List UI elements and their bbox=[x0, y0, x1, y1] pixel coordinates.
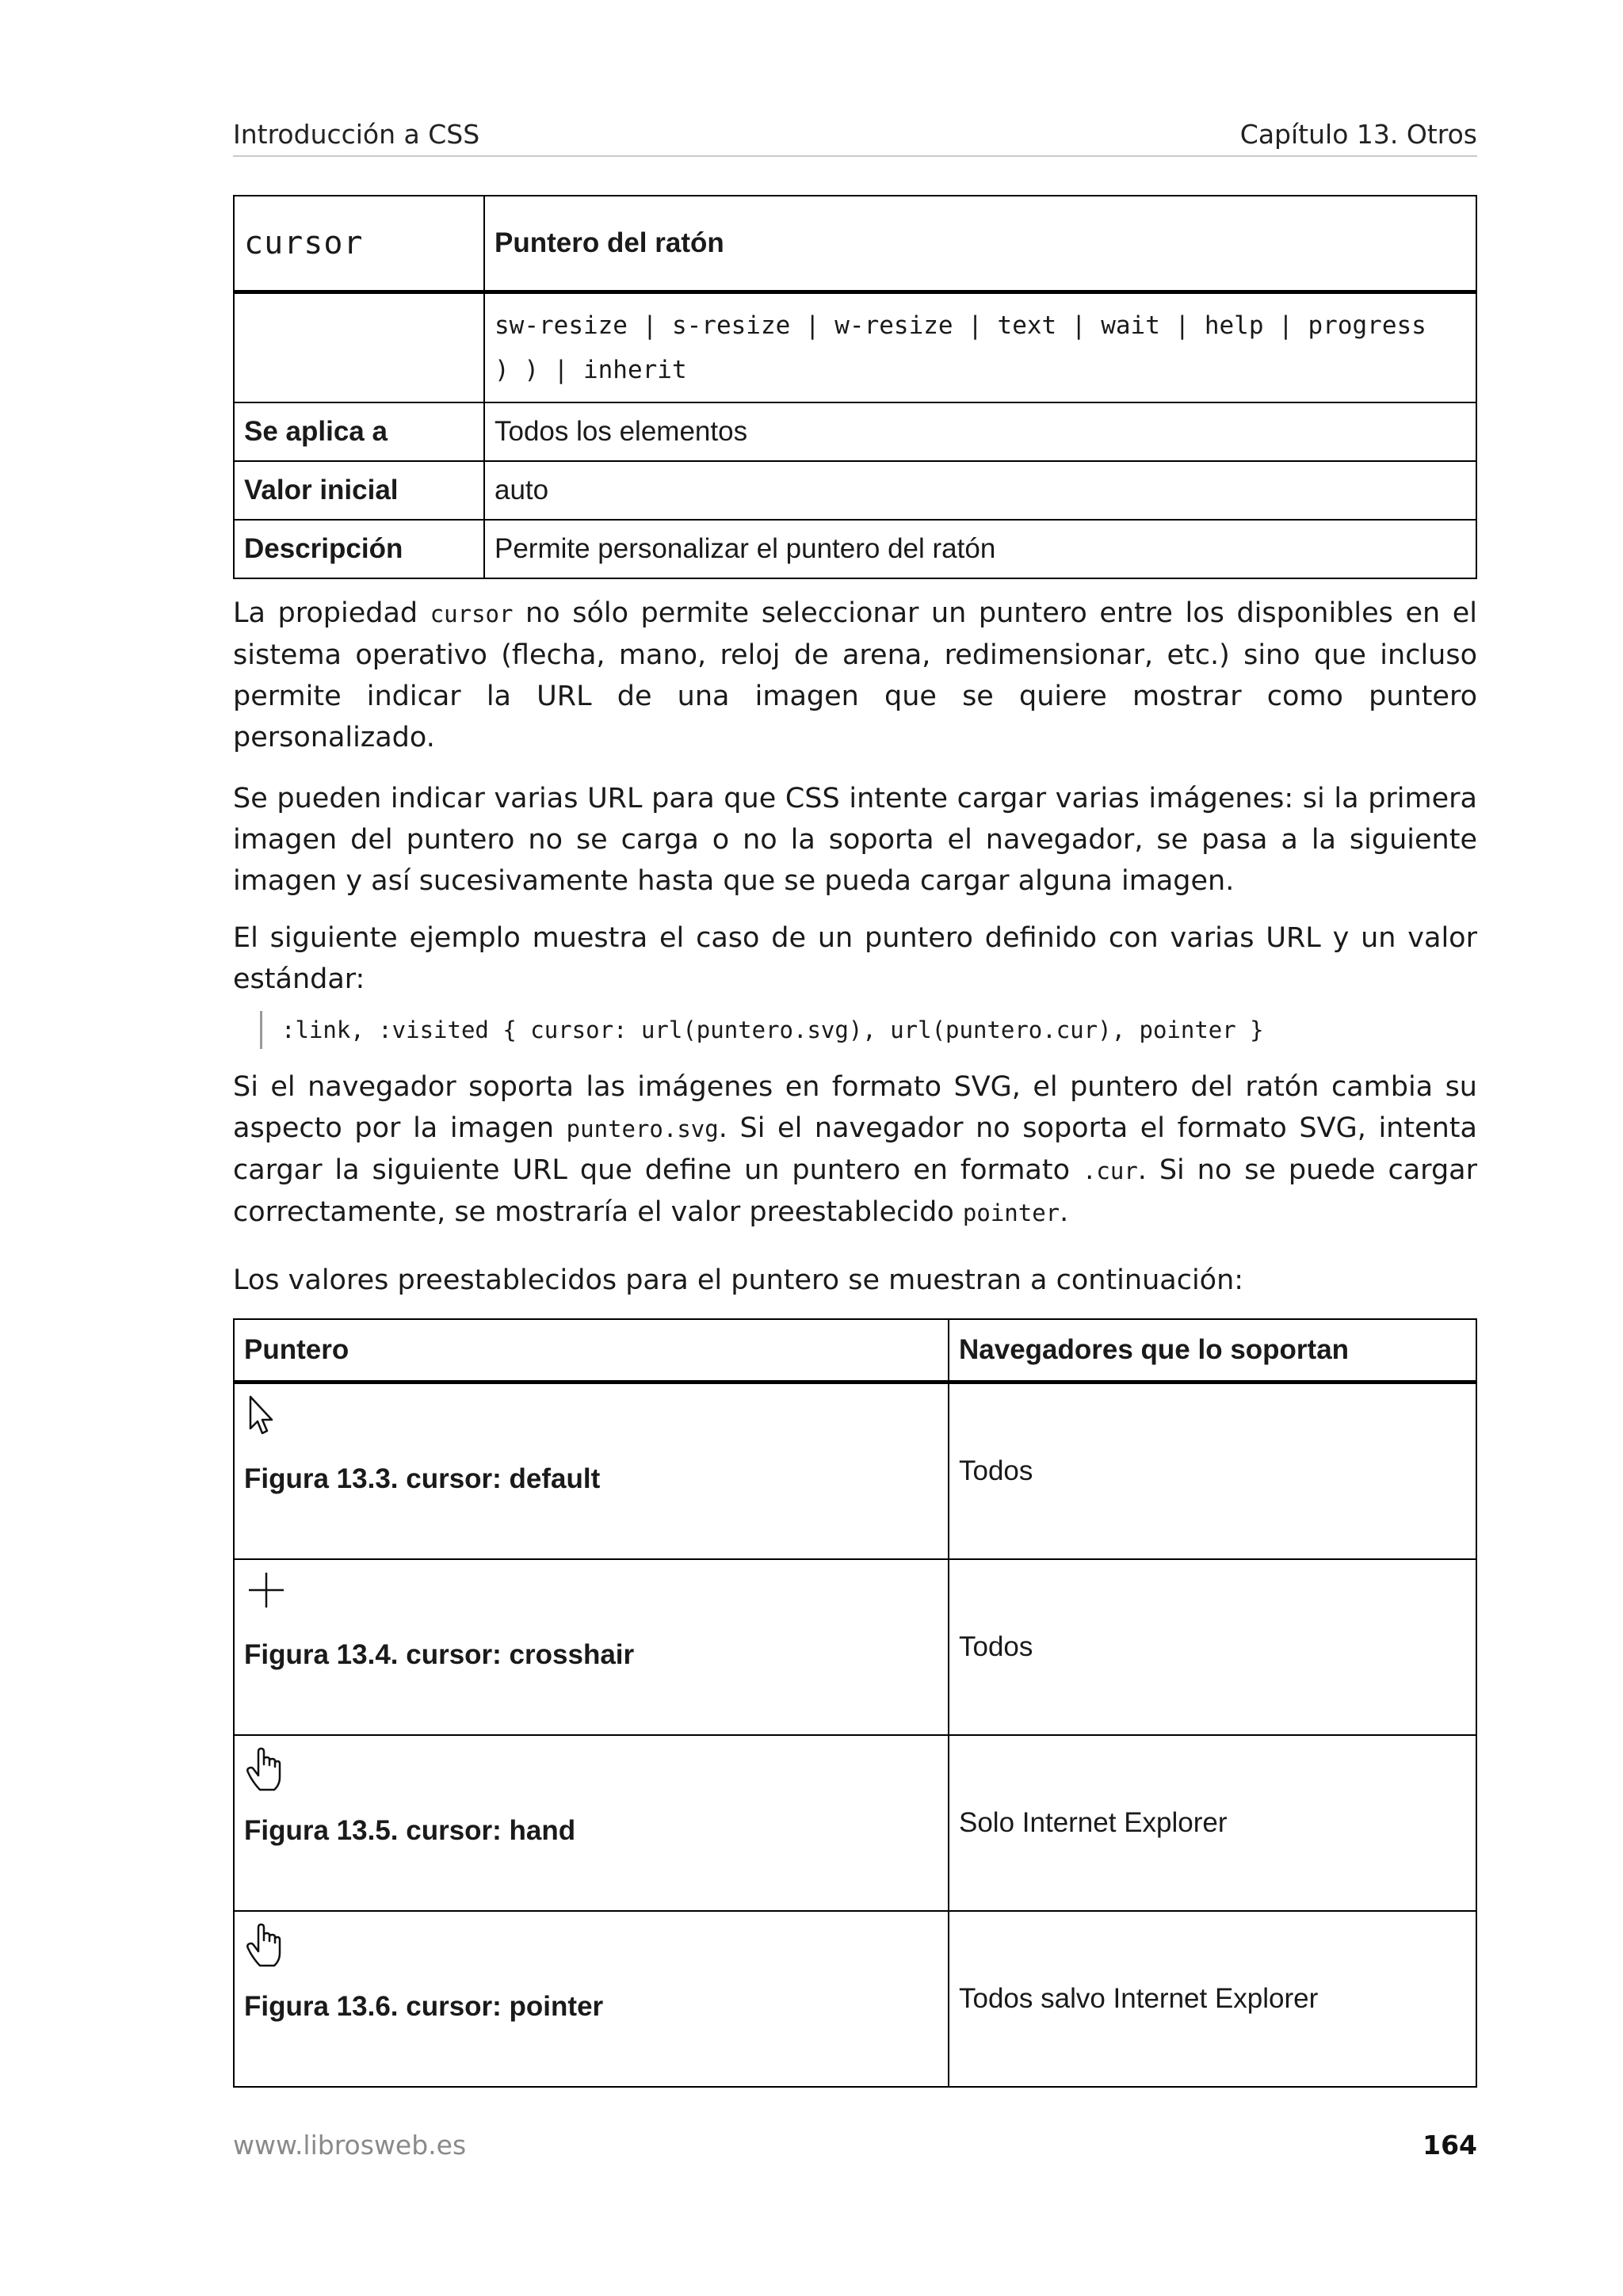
arrow-cursor-icon bbox=[244, 1394, 938, 1444]
figure-caption: Figura 13.6. cursor: pointer bbox=[244, 1991, 604, 2022]
property-name-cell bbox=[234, 196, 484, 292]
property-table bbox=[233, 195, 1477, 579]
paragraph-4-text-a: Si el navegador soporta las imágenes en formato SVG, el puntero del ratón cambia su aspecto por la imagen bbox=[233, 1071, 1477, 1144]
browser-support: Todos bbox=[959, 1455, 1033, 1486]
table-row bbox=[234, 1911, 1476, 2087]
cursor-values-table bbox=[233, 1318, 1477, 2088]
property-name: cursor bbox=[244, 225, 364, 261]
paragraph-4-text-d: . bbox=[1060, 1196, 1069, 1228]
table-row bbox=[234, 1559, 1476, 1735]
paragraph-4 bbox=[233, 1066, 1477, 1234]
table-row bbox=[234, 461, 1476, 520]
inline-code-cursor: cursor bbox=[430, 601, 514, 627]
figure-caption: Figura 13.4. cursor: crosshair bbox=[244, 1639, 635, 1670]
table-row bbox=[234, 1735, 1476, 1911]
pointer-cursor-icon bbox=[244, 1921, 938, 1972]
browser-support: Solo Internet Explorer bbox=[959, 1807, 1228, 1838]
footer-site-link[interactable]: www.librosweb.es bbox=[233, 2130, 467, 2161]
property-values-row bbox=[234, 292, 1476, 403]
paragraph-4-text-c: . Si no se puede cargar correctamente, se mostraría el valor preestablecido bbox=[233, 1154, 1477, 1228]
browser-support: Todos salvo Internet Explorer bbox=[959, 1983, 1319, 2014]
initial-value-value: auto bbox=[495, 475, 549, 505]
column-header-browsers: Navegadores que lo soportan bbox=[959, 1334, 1350, 1365]
inline-code-puntero-svg: puntero.svg bbox=[566, 1116, 719, 1142]
paragraph-1-text-a: La propiedad bbox=[233, 597, 430, 629]
property-values-line-1: sw-resize | s-resize | w-resize | text | wait | help | progress bbox=[495, 311, 1426, 340]
property-title-cell bbox=[484, 196, 1476, 292]
paragraph-5: Los valores preestablecidos para el puntero se muestran a continuación: bbox=[233, 1264, 1244, 1296]
column-header-pointer: Puntero bbox=[244, 1334, 349, 1365]
cursor-table-header-row bbox=[234, 1319, 1476, 1383]
paragraph-4-text-b: . Si el navegador no soporta el formato SVG, intenta cargar la siguiente URL que define un puntero en formato bbox=[233, 1112, 1477, 1186]
property-table-header-row bbox=[234, 196, 1476, 292]
header-book-title: Introducción a CSS bbox=[233, 119, 480, 150]
crosshair-cursor-icon bbox=[244, 1569, 938, 1620]
property-values-label-cell bbox=[234, 292, 484, 403]
header-divider bbox=[233, 155, 1477, 157]
table-row bbox=[234, 1383, 1476, 1560]
applies-to-value: Todos los elementos bbox=[495, 416, 748, 447]
table-row bbox=[234, 402, 1476, 461]
applies-to-label: Se aplica a bbox=[244, 416, 388, 447]
paragraph-1 bbox=[233, 593, 1477, 758]
property-values-cell bbox=[484, 292, 1476, 403]
hand-cursor-icon bbox=[244, 1745, 938, 1796]
figure-caption: Figura 13.5. cursor: hand bbox=[244, 1815, 576, 1846]
paragraph-1-text-b: no sólo permite seleccionar un puntero entre los disponibles en el sistema operativo (flecha, mano, reloj de arena, redimensionar, etc.) sino que incluso permite indicar la URL de una imagen que se quiere mostrar como puntero personalizado. bbox=[233, 597, 1477, 753]
table-row bbox=[234, 520, 1476, 578]
description-value: Permite personalizar el puntero del ratón bbox=[495, 533, 996, 564]
code-example: :link, :visited { cursor: url(puntero.svg), url(puntero.cur), pointer } bbox=[260, 1011, 1264, 1049]
figure-caption: Figura 13.3. cursor: default bbox=[244, 1463, 601, 1494]
browser-support: Todos bbox=[959, 1631, 1033, 1662]
header-chapter: Capítulo 13. Otros bbox=[1239, 119, 1477, 150]
paragraph-3: El siguiente ejemplo muestra el caso de un puntero definido con varias URL y un valor estándar: bbox=[233, 922, 1477, 995]
inline-code-cur: .cur bbox=[1082, 1158, 1138, 1184]
inline-code-pointer: pointer bbox=[962, 1199, 1060, 1226]
initial-value-label: Valor inicial bbox=[244, 475, 399, 505]
property-title: Puntero del ratón bbox=[495, 227, 724, 258]
description-label: Descripción bbox=[244, 533, 403, 564]
page-number: 164 bbox=[1423, 2130, 1477, 2161]
page-header bbox=[233, 119, 1477, 155]
property-values-line-2: ) ) | inherit bbox=[495, 356, 687, 384]
paragraph-2: Se pueden indicar varias URL para que CSS intente cargar varias imágenes: si la primera imagen del puntero no se carga o no la soporta el navegador, se pasa a la siguiente imagen y así sucesivamente hasta que se pueda cargar alguna imagen. bbox=[233, 783, 1477, 897]
